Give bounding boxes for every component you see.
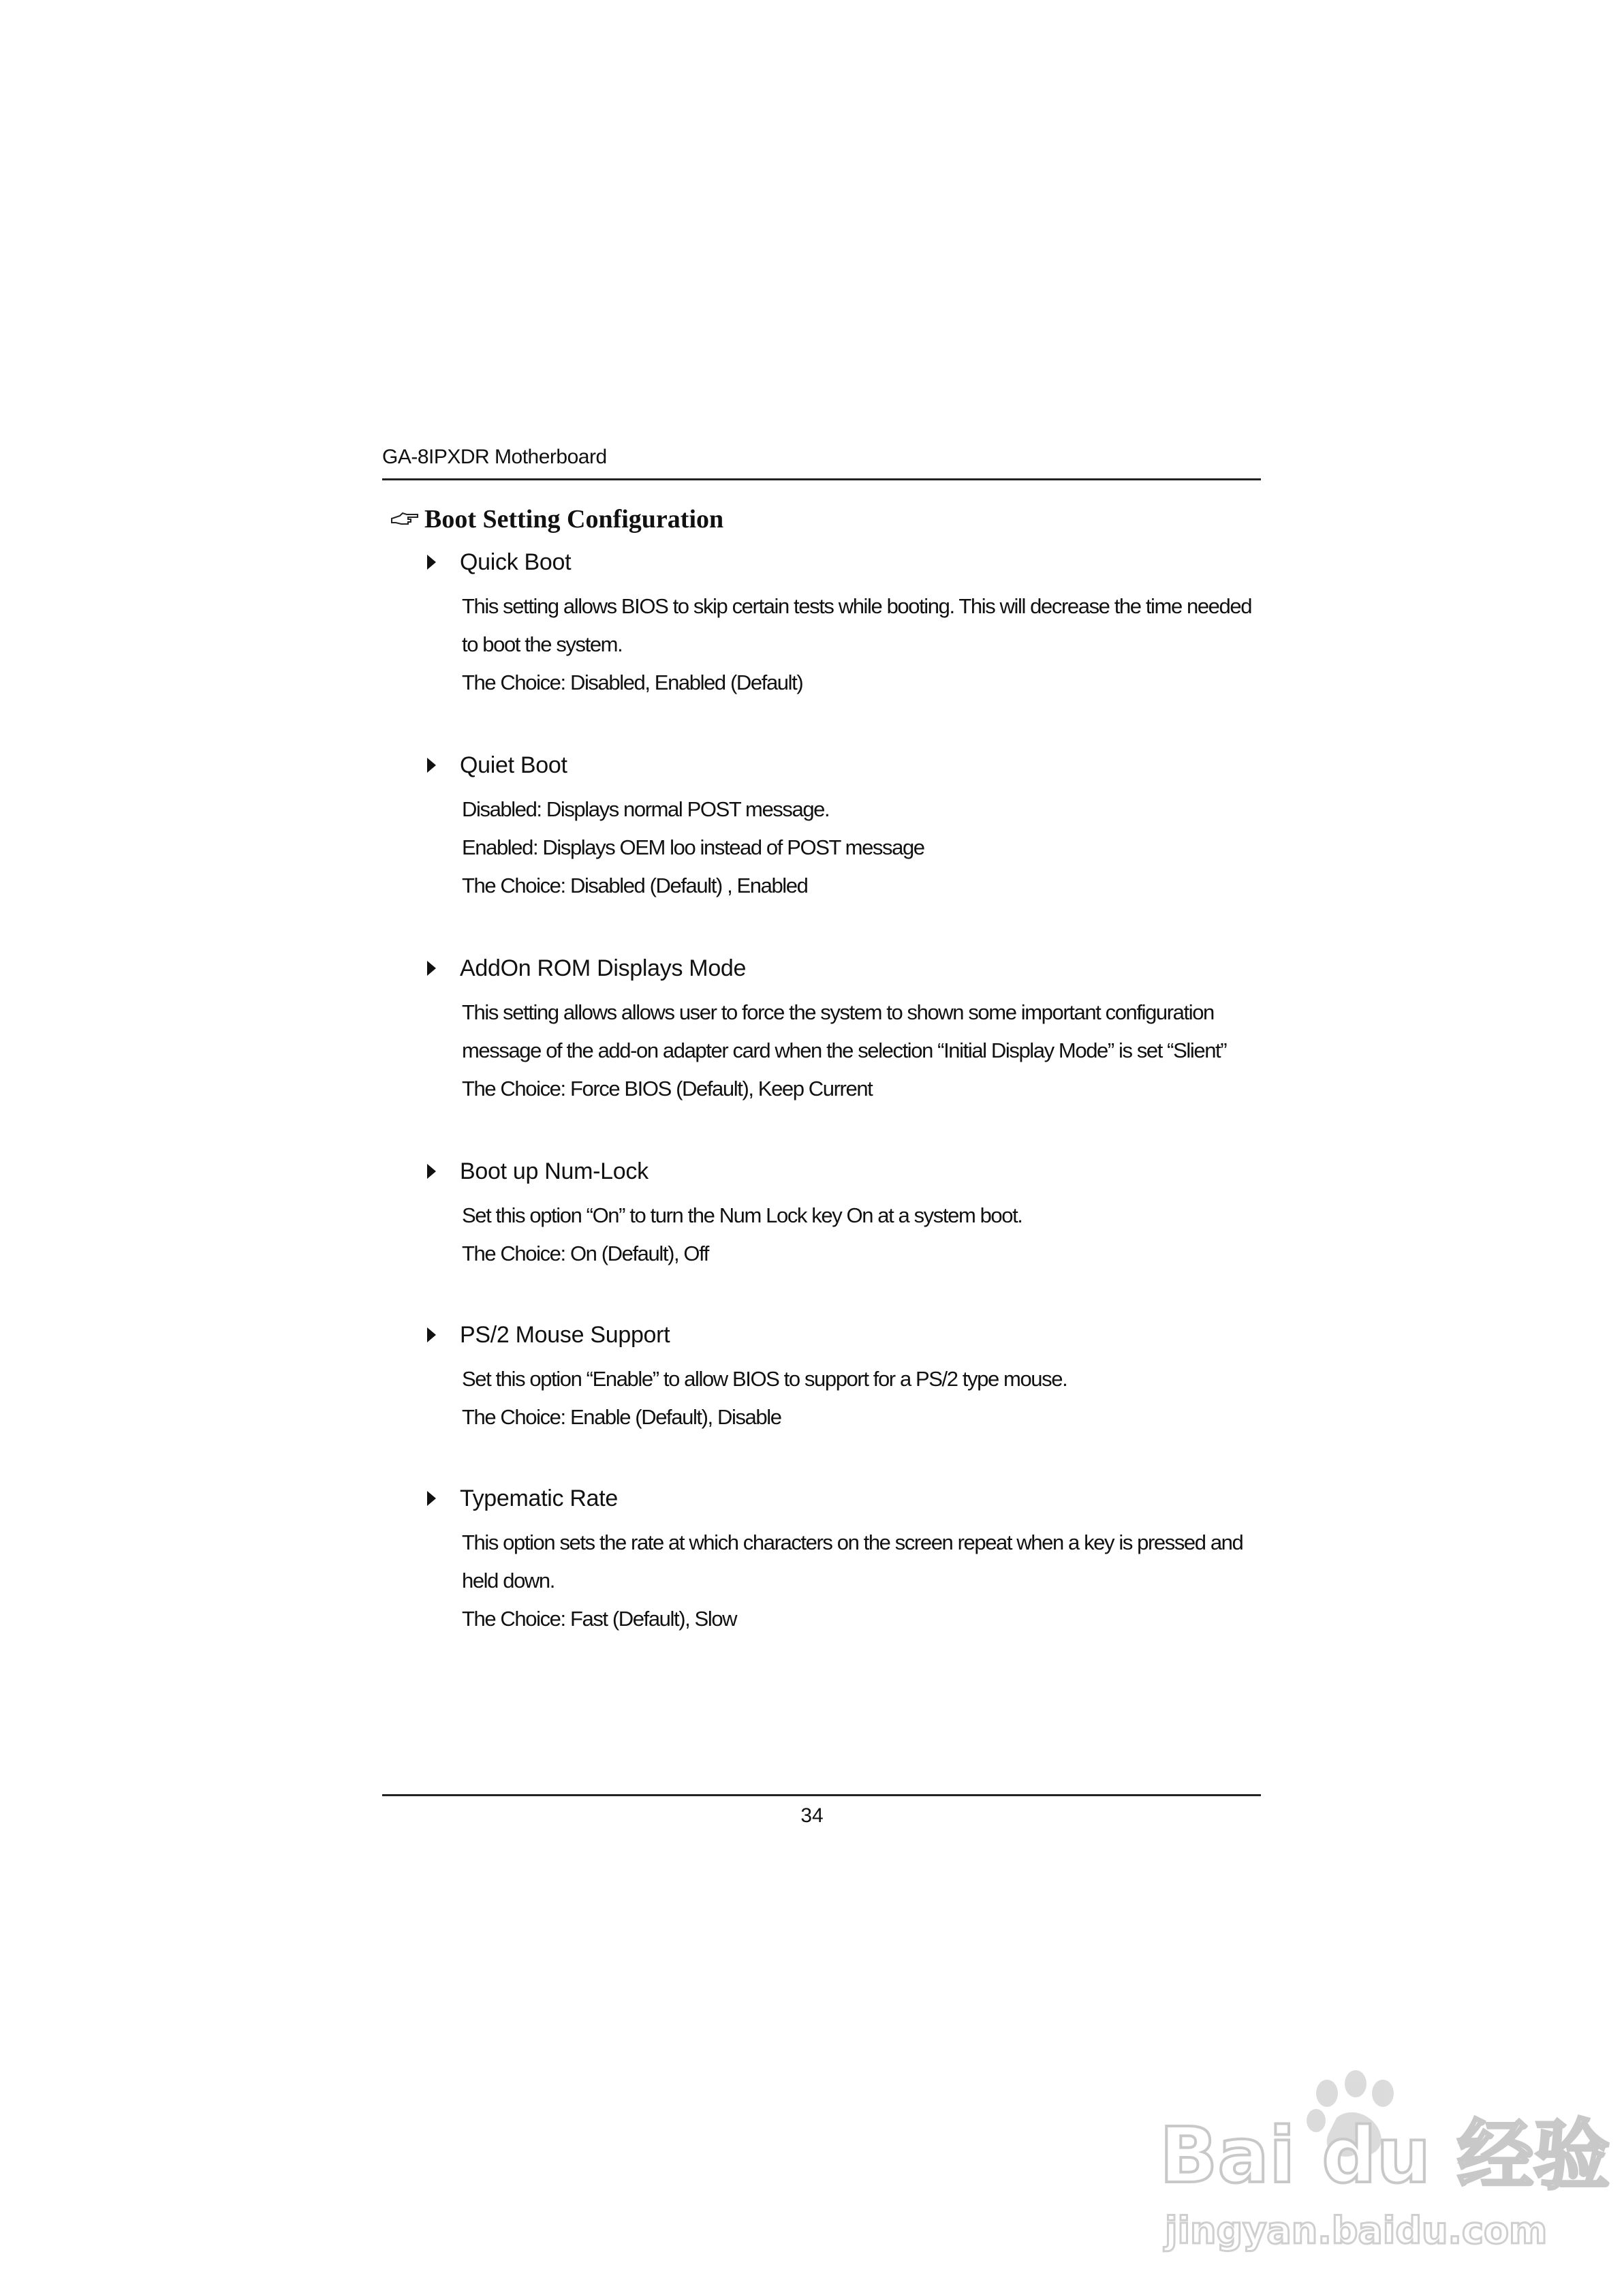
baidu-watermark-logo <box>1158 2058 1610 2255</box>
setting-quiet-boot <box>427 750 1279 905</box>
triangle-bullet-icon <box>427 961 436 976</box>
header-rule <box>382 478 1261 480</box>
setting-description: Set this option “Enable” to allow BIOS to support for a PS/2 type mouse. The Choice: Enable (Default), Disable <box>462 1367 1067 1429</box>
setting-title: Quiet Boot <box>460 752 567 778</box>
triangle-bullet-icon <box>427 1491 436 1506</box>
triangle-bullet-icon <box>427 555 436 570</box>
setting-description: Set this option “On” to turn the Num Lock key On at a system boot. The Choice: On (Default), Off <box>462 1203 1022 1265</box>
setting-description: This setting allows BIOS to skip certain tests while booting. This will decrease the time needed to boot the system. The Choice: Disabled, Enabled (Default) <box>462 594 1252 694</box>
setting-description: This option sets the rate at which characters on the screen repeat when a key is pressed and held down. The Choice: Fast (Default), Slow <box>462 1530 1243 1631</box>
setting-typematic-rate <box>427 1483 1279 1638</box>
setting-title: Quick Boot <box>460 549 572 575</box>
setting-addon-rom-displays-mode <box>427 953 1279 1108</box>
page-number: 34 <box>800 1804 824 1827</box>
setting-description: This setting allows allows user to force the system to shown some important configuration message of the add-on adapter card when the selection “Initial Display Mode” is set “Slient” The Choice: Force BIOS (Default), Keep Current <box>462 1000 1227 1100</box>
triangle-bullet-icon <box>427 1327 436 1342</box>
triangle-bullet-icon <box>427 758 436 773</box>
setting-ps2-mouse-support <box>427 1319 1279 1436</box>
setting-description: Disabled: Displays normal POST message. Enabled: Displays OEM loo instead of POST message The Choice: Disabled (Default) , Enabled <box>462 797 924 897</box>
triangle-bullet-icon <box>427 1164 436 1179</box>
setting-title: AddOn ROM Displays Mode <box>460 955 747 981</box>
section-heading <box>390 504 723 534</box>
pointing-hand-icon <box>390 509 419 529</box>
setting-title: Typematic Rate <box>460 1485 619 1511</box>
section-title: Boot Setting Configuration <box>424 505 724 534</box>
footer-rule <box>382 1794 1261 1796</box>
setting-title: PS/2 Mouse Support <box>460 1321 670 1348</box>
svg-text:jingyan.baidu.com: jingyan.baidu.com <box>1165 2209 1548 2252</box>
setting-quick-boot <box>427 546 1279 702</box>
svg-text:Bai du 经验: Bai du 经验 <box>1159 2112 1610 2200</box>
running-header: GA-8IPXDR Motherboard <box>382 446 607 468</box>
setting-title: Boot up Num-Lock <box>460 1158 649 1184</box>
setting-boot-up-num-lock <box>427 1156 1279 1273</box>
